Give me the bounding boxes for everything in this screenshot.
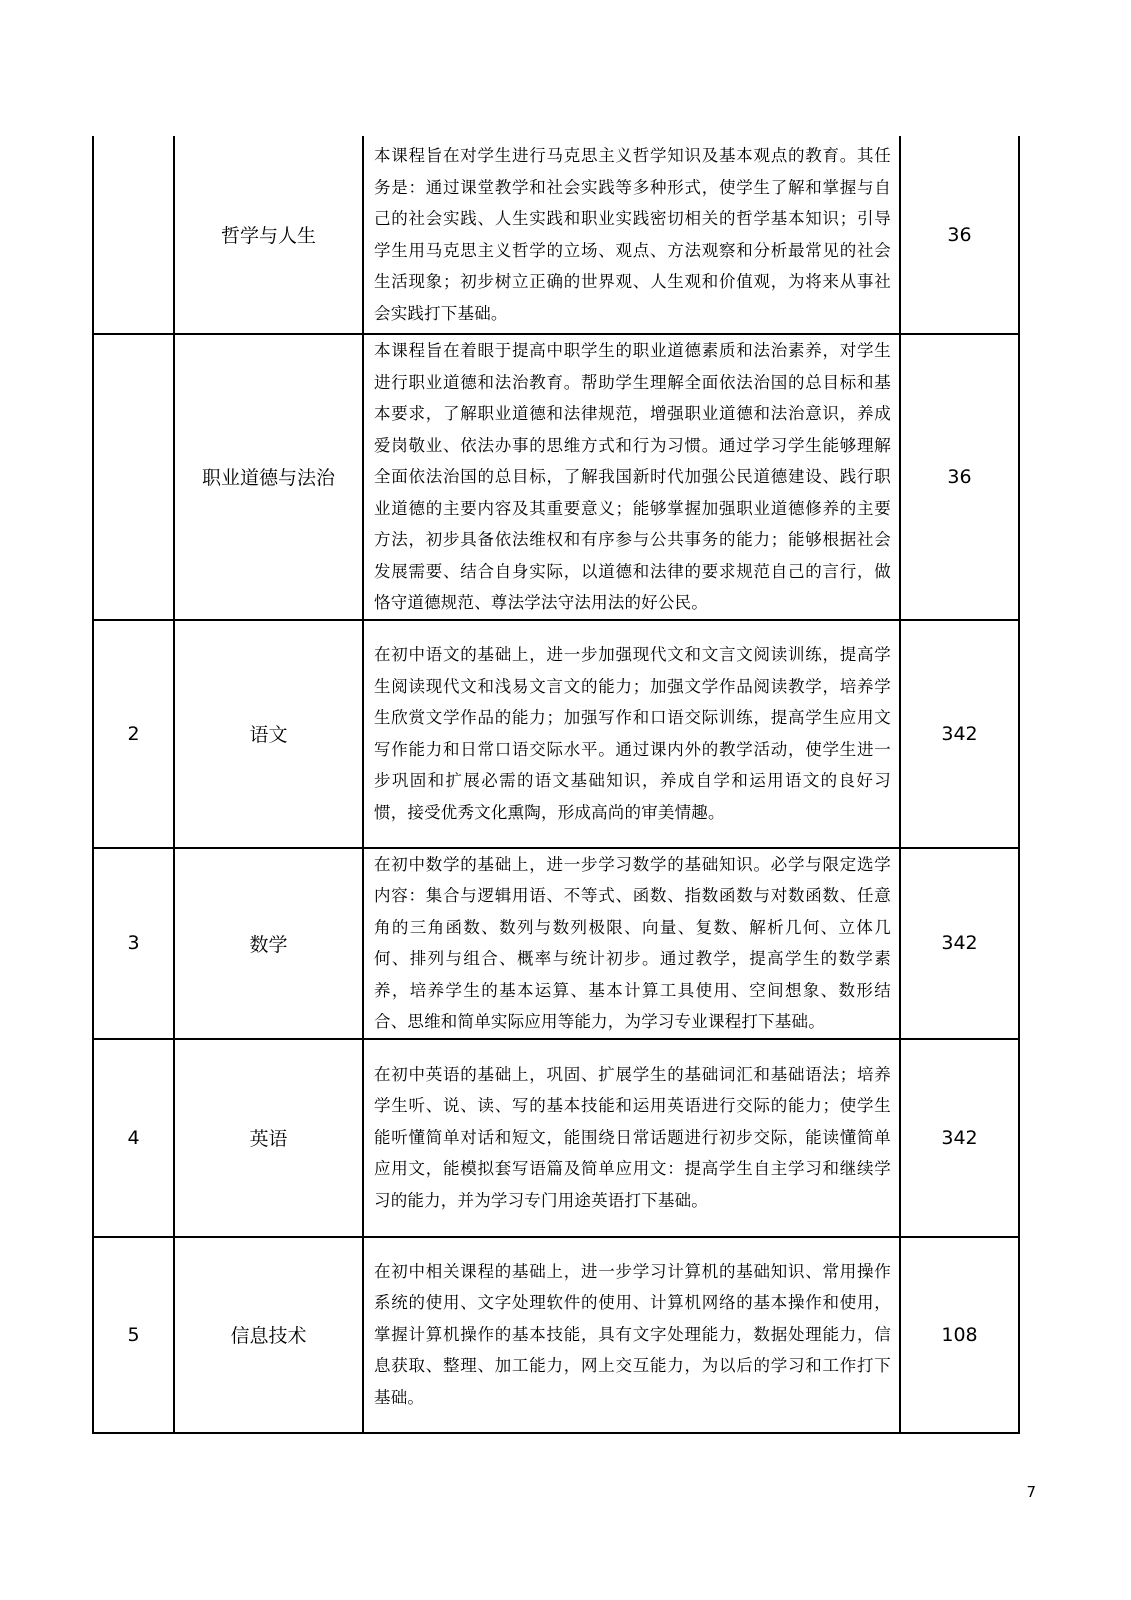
row-number-cell xyxy=(93,136,174,334)
course-name-cell: 语文 xyxy=(174,620,363,848)
row-number-cell xyxy=(93,334,174,620)
course-description: 在初中英语的基础上，巩固、扩展学生的基础词汇和基础语法；培养学生听、说、读、写的基本技能和运用英语进行交际的能力；使学生能听懂简单对话和短文，能围绕日常话题进行初步交际，能读懂简单应用文，能模拟套写语篇及简单应用文：提高学生自主学习和继续学习的能力，并为学习专门用途英语打下基础。 xyxy=(374,1064,891,1210)
course-description: 本课程旨在对学生进行马克思主义哲学知识及基本观点的教育。其任务是：通过课堂教学和社会实践等多种形式，使学生了解和掌握与自己的社会实践、人生实践和职业实践密切相关的哲学基本知识；引导学生用马克思主义哲学的立场、观点、方法观察和分析最常见的社会生活现象；初步树立正确的世界观、人生观和价值观，为将来从事社会实践打下基础。 xyxy=(374,146,891,323)
course-name-cell: 信息技术 xyxy=(174,1237,363,1433)
page-number: 7 xyxy=(1026,1483,1036,1501)
course-description: 本课程旨在着眼于提高中职学生的职业道德素质和法治素养，对学生进行职业道德和法治教育。帮助学生理解全面依法治国的总目标和基本要求，了解职业道德和法律规范，增强职业道德和法治意识，养成爱岗敬业、依法办事的思维方式和行为习惯。通过学习学生能够理解全面依法治国的总目标，了解我国新时代加强公民道德建设、践行职业道德的主要内容及其重要意义；能够掌握加强职业道德修养的主要方法，初步具备依法维权和有序参与公共事务的能力；能够根据社会发展需要、结合自身实际，以道德和法律的要求规范自己的言行，做恪守道德规范、尊法学法守法用法的好公民。 xyxy=(374,341,891,612)
row-number-cell: 3 xyxy=(93,848,174,1039)
course-description-cell xyxy=(363,136,900,334)
course-hours-cell: 342 xyxy=(900,1039,1019,1237)
course-description-cell xyxy=(363,1237,900,1433)
course-hours-cell: 108 xyxy=(900,1237,1019,1433)
table-row xyxy=(93,848,1019,1039)
course-hours-cell: 342 xyxy=(900,620,1019,848)
course-hours-cell: 36 xyxy=(900,334,1019,620)
table-row xyxy=(93,1237,1019,1433)
table-row xyxy=(93,136,1019,334)
table-row xyxy=(93,620,1019,848)
course-hours-cell: 342 xyxy=(900,848,1019,1039)
course-description: 在初中相关课程的基础上，进一步学习计算机的基础知识、常用操作系统的使用、文字处理软件的使用、计算机网络的基本操作和使用，掌握计算机操作的基本技能，具有文字处理能力，数据处理能力，信息获取、整理、加工能力，网上交互能力，为以后的学习和工作打下基础。 xyxy=(374,1261,891,1407)
course-description-cell xyxy=(363,334,900,620)
course-description-cell xyxy=(363,848,900,1039)
course-description-cell xyxy=(363,1039,900,1237)
course-name-cell: 英语 xyxy=(174,1039,363,1237)
table-row xyxy=(93,334,1019,620)
row-number-cell: 4 xyxy=(93,1039,174,1237)
course-table xyxy=(92,136,1020,1434)
course-description: 在初中数学的基础上，进一步学习数学的基础知识。必学与限定选学内容：集合与逻辑用语、不等式、函数、指数函数与对数函数、任意角的三角函数、数列与数列极限、向量、复数、解析几何、立体几何、排列与组合、概率与统计初步。通过教学，提高学生的数学素养，培养学生的基本运算、基本计算工具使用、空间想象、数形结合、思维和简单实际应用等能力，为学习专业课程打下基础。 xyxy=(374,854,891,1031)
row-number-cell: 2 xyxy=(93,620,174,848)
course-description: 在初中语文的基础上，进一步加强现代文和文言文阅读训练，提高学生阅读现代文和浅易文言文的能力；加强文学作品阅读教学，培养学生欣赏文学作品的能力；加强写作和口语交际训练，提高学生应用文写作能力和日常口语交际水平。通过课内外的教学活动，使学生进一步巩固和扩展必需的语文基础知识，养成自学和运用语文的良好习惯，接受优秀文化熏陶，形成高尚的审美情趣。 xyxy=(374,645,891,822)
course-name-cell: 数学 xyxy=(174,848,363,1039)
course-description-cell xyxy=(363,620,900,848)
course-hours-cell: 36 xyxy=(900,136,1019,334)
table-row xyxy=(93,1039,1019,1237)
row-number-cell: 5 xyxy=(93,1237,174,1433)
course-name-cell: 职业道德与法治 xyxy=(174,334,363,620)
course-name-cell: 哲学与人生 xyxy=(174,136,363,334)
